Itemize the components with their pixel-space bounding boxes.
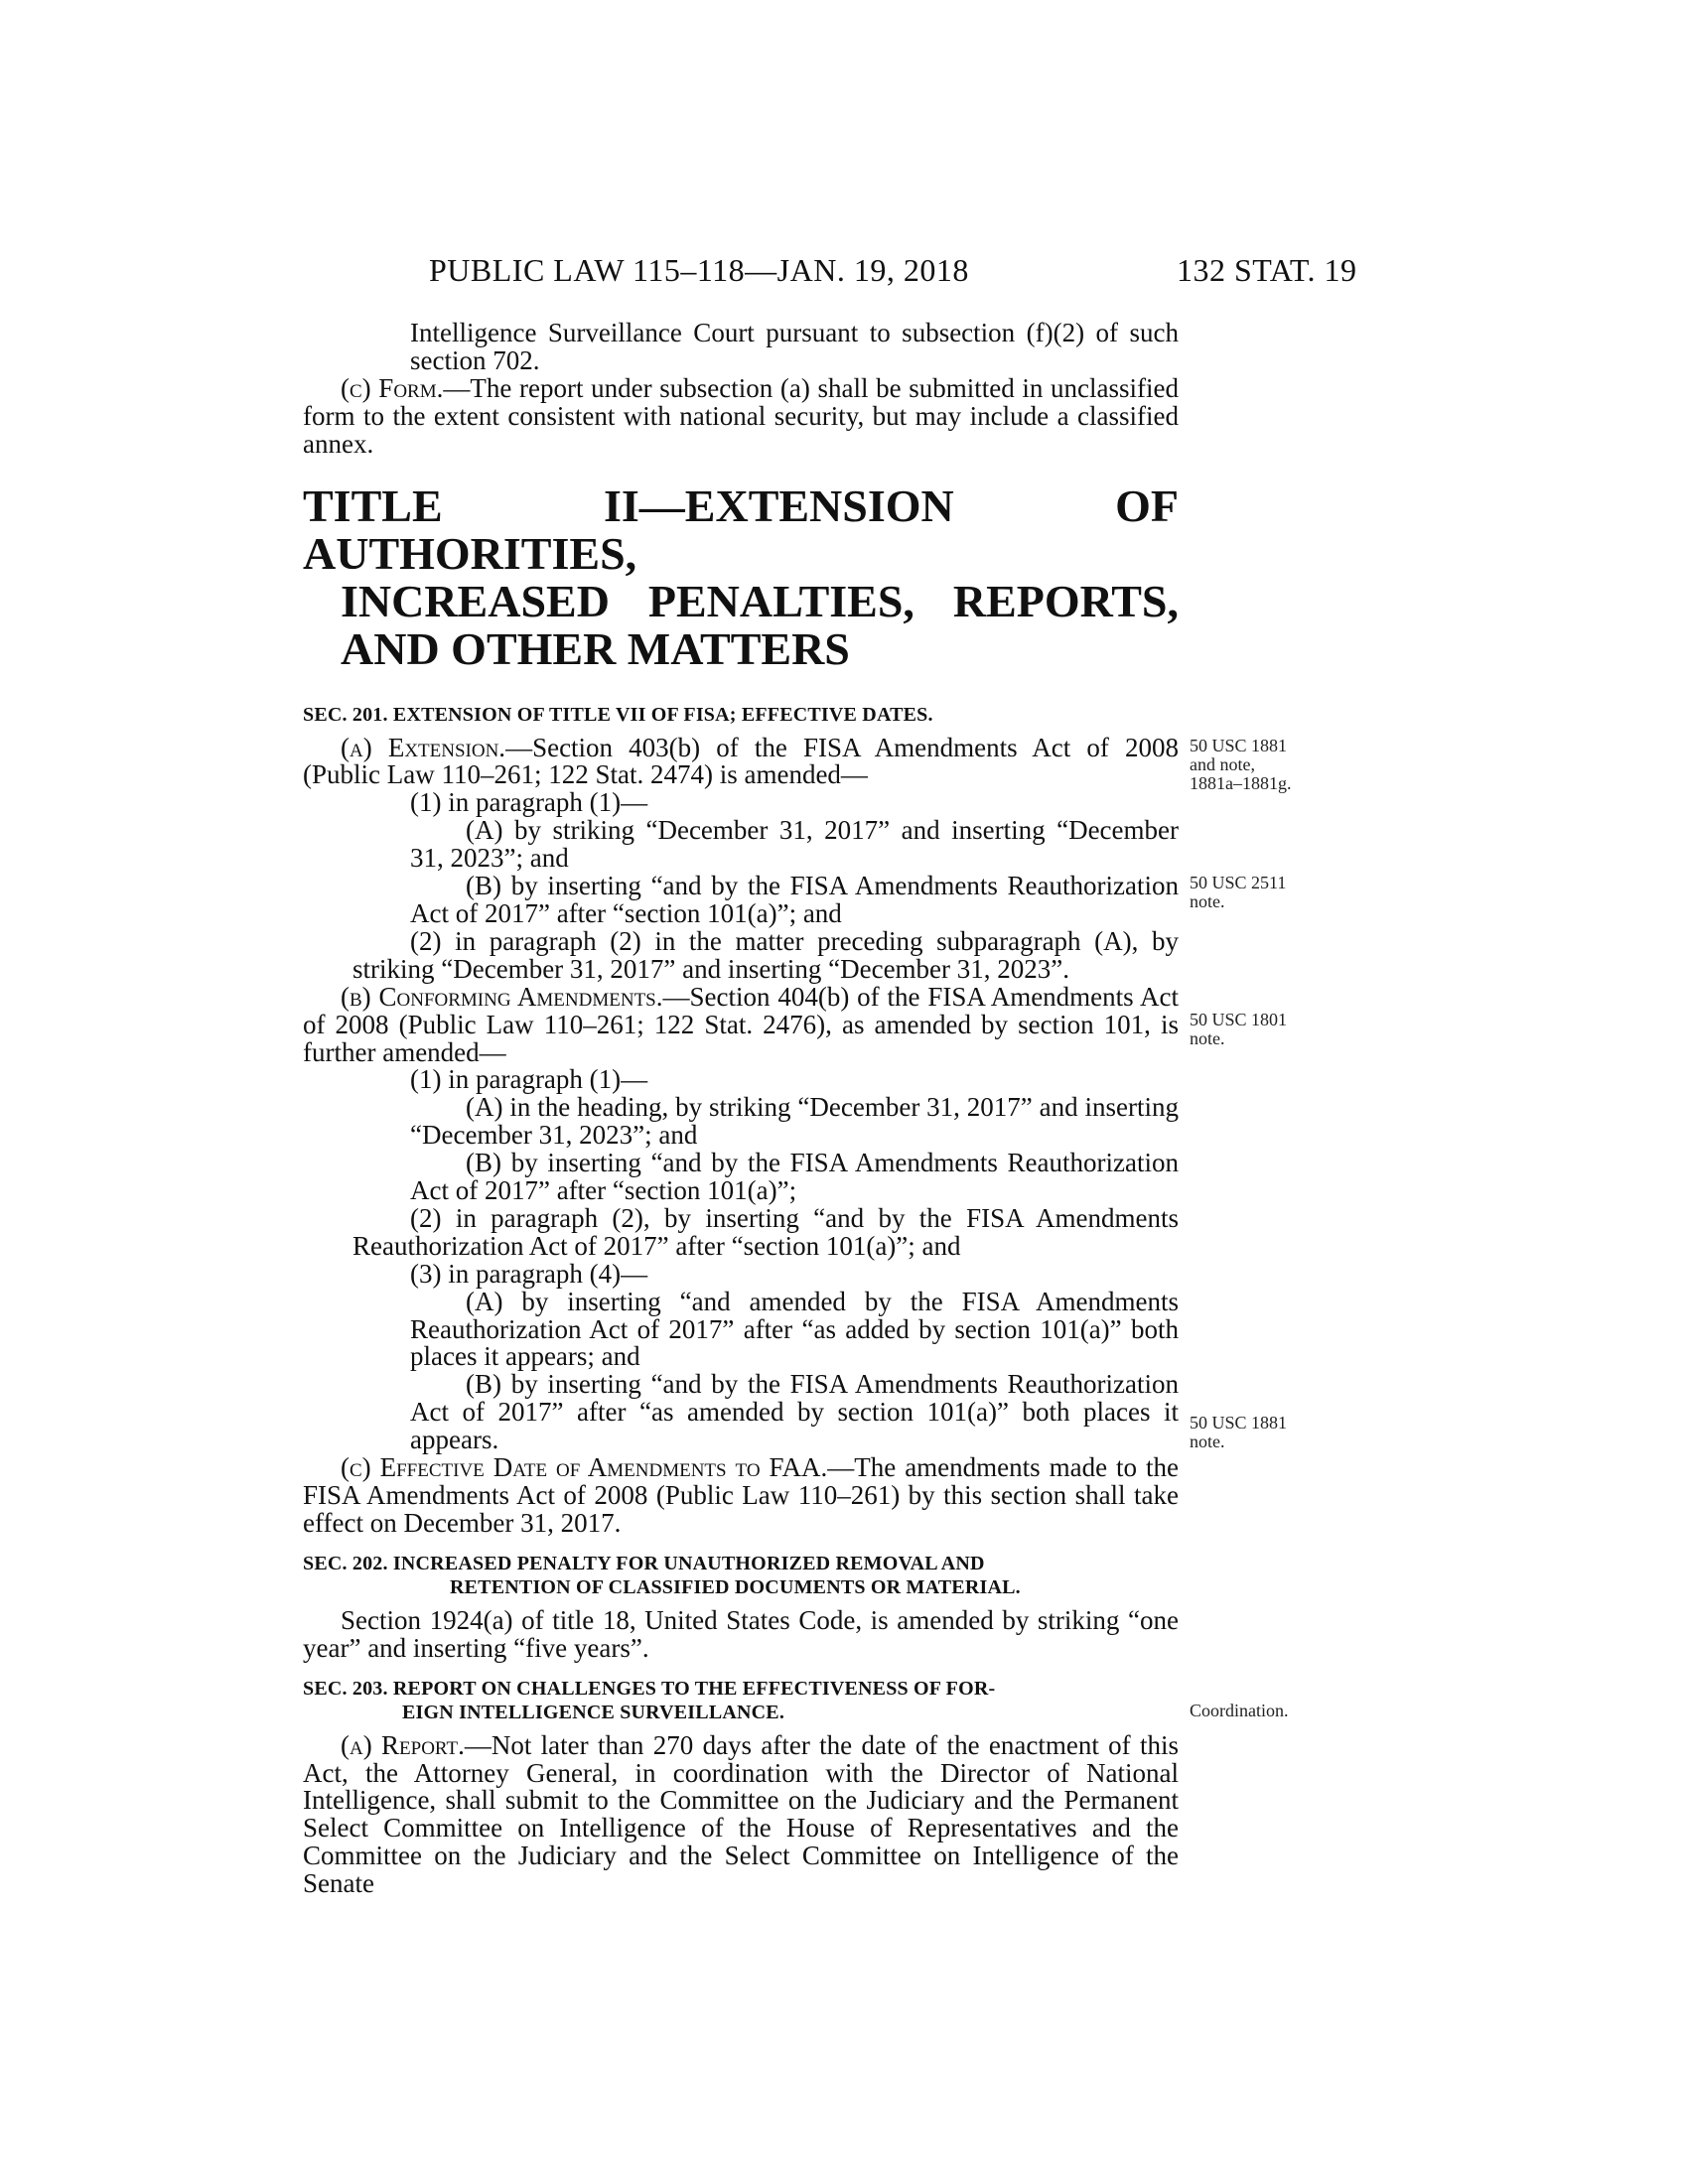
intro-continuation: Intelligence Surveillance Court pursuant to subsection (f)(2) of such section 702. xyxy=(410,318,1179,375)
sec-202-heading-line-2: RETENTION OF CLASSIFIED DOCUMENTS OR MATERIAL. xyxy=(450,1575,1021,1598)
sec-201-b-label: (b) Conforming Amendments. xyxy=(341,981,663,1012)
sec-201-b-text: —Section 404(b) of the FISA Amendments Act of 2008 (Public Law 110–261; 122 Stat. 2476), as amended by section 101, is further amended— xyxy=(303,981,1180,1067)
sec-203-heading xyxy=(303,1677,1179,1724)
sec-203-a-text: —Not later than 270 days after the date of the enactment of this Act, the Attorney General, in coordination with the Director of National Intelligence, shall submit to the Committee on the Judiciary and the Permanent Select Committee on Intelligence of the House of Representatives and the Committee on the Judiciary and the Select Committee on Intelligence of the Senate xyxy=(303,1729,1179,1899)
running-header xyxy=(0,252,1688,296)
margin-note-1-line-2: and note, xyxy=(1190,754,1255,774)
title-ii-heading xyxy=(303,479,1179,674)
header-title: PUBLIC LAW 115–118—JAN. 19, 2018 xyxy=(429,252,969,288)
margin-note-1-line-3: 1881a–1881g. xyxy=(1190,773,1292,793)
margin-note-5 xyxy=(1190,1702,1338,1720)
intro-form-paragraph xyxy=(303,372,1179,459)
margin-note-3-line-2: note. xyxy=(1190,1028,1225,1048)
margin-note-1 xyxy=(1190,737,1338,793)
sec-201-a xyxy=(303,732,1180,790)
margin-note-1-line-1: 50 USC 1881 xyxy=(1190,736,1288,755)
sec-201-a-2: (2) in paragraph (2) in the matter preceding subparagraph (A), by striking “December 31, 2017” and inserting “December 31, 2023”. xyxy=(352,925,1179,984)
sec-201-c-label: (c) Effective Date of Amendments to FAA. xyxy=(341,1452,828,1483)
sec-201-b-2: (2) in paragraph (2), by inserting “and by the FISA Amendments Reauthorization Act of 2017” after “section 101(a)”; and xyxy=(352,1202,1179,1261)
margin-note-4 xyxy=(1190,1414,1338,1451)
margin-note-5-line-1: Coordination. xyxy=(1190,1701,1289,1720)
sec-203-heading-line-2: EIGN INTELLIGENCE SURVEILLANCE. xyxy=(402,1701,785,1723)
title-ii-line-3: AND OTHER MATTERS xyxy=(341,622,850,674)
sec-202-heading-line-1: SEC. 202. INCREASED PENALTY FOR UNAUTHORIZED REMOVAL AND xyxy=(303,1552,985,1574)
margin-note-2-line-1: 50 USC 2511 xyxy=(1190,873,1287,892)
sec-201-heading: SEC. 201. EXTENSION OF TITLE VII OF FISA; EFFECTIVE DATES. xyxy=(303,703,933,726)
document-body xyxy=(303,320,1179,1898)
sec-201-b-3: (3) in paragraph (4)— xyxy=(410,1258,648,1289)
form-label: (c) Form. xyxy=(341,372,444,403)
margin-note-4-line-2: note. xyxy=(1190,1432,1225,1451)
margin-note-4-line-1: 50 USC 1881 xyxy=(1190,1413,1288,1433)
sec-201-b-3-B: (B) by inserting “and by the FISA Amendments Reauthorization Act of 2017” after “as amended by section 101(a)” both places it appears. xyxy=(410,1369,1179,1455)
header-page-reference: 132 STAT. 19 xyxy=(1177,252,1357,288)
margin-note-3-line-1: 50 USC 1801 xyxy=(1190,1010,1288,1029)
margin-note-2-line-2: note. xyxy=(1190,891,1225,911)
sec-203-heading-line-1: SEC. 203. REPORT ON CHALLENGES TO THE EFFECTIVENESS OF FOR- xyxy=(303,1677,996,1700)
sec-201-c xyxy=(303,1454,1179,1538)
sec-201-b-1: (1) in paragraph (1)— xyxy=(410,1064,648,1095)
sec-201-a-1-A: (A) by striking “December 31, 2017” and inserting “December 31, 2023”; and xyxy=(410,815,1179,874)
sec-202-heading xyxy=(303,1552,1179,1599)
sec-201-a-text: —Section 403(b) of the FISA Amendments Act of 2008 (Public Law 110–261; 122 Stat. 2474) is amended— xyxy=(303,732,1180,790)
sec-203-a-label: (a) Report. xyxy=(341,1729,465,1760)
margin-note-2 xyxy=(1190,874,1338,911)
form-text: —The report under subsection (a) shall be submitted in unclassified form to the extent consistent with national security, but may include a classified annex. xyxy=(303,372,1179,459)
sec-202-text: Section 1924(a) of title 18, United States Code, is amended by striking “one year” and inserting “five years”. xyxy=(303,1604,1179,1663)
sec-201-b-3-A: (A) by inserting “and amended by the FISA Amendments Reauthorization Act of 2017” after “as added by section 101(a)” both places it appears; and xyxy=(410,1286,1179,1372)
sec-201-a-1: (1) in paragraph (1)— xyxy=(410,787,648,818)
title-ii-line-2: INCREASED PENALTIES, REPORTS, xyxy=(341,575,1179,626)
sec-203-a xyxy=(303,1729,1179,1899)
sec-201-b xyxy=(303,981,1180,1067)
sec-201-a-label: (a) Extension. xyxy=(341,732,506,762)
title-ii-line-1: TITLE II—EXTENSION OF AUTHORITIES, xyxy=(303,479,1179,579)
sec-201-b-1-B: (B) by inserting “and by the FISA Amendments Reauthorization Act of 2017” after “section 101(a)”; xyxy=(410,1148,1179,1206)
sec-201-b-1-A: (A) in the heading, by striking “December 31, 2017” and inserting “December 31, 2023”; and xyxy=(410,1092,1179,1151)
sec-201-c-text: —The amendments made to the FISA Amendments Act of 2008 (Public Law 110–261) by this section shall take effect on December 31, 2017. xyxy=(303,1452,1179,1538)
sec-201-a-1-B: (B) by inserting “and by the FISA Amendments Reauthorization Act of 2017” after “section 101(a)”; and xyxy=(410,871,1179,928)
margin-note-3 xyxy=(1190,1011,1338,1048)
